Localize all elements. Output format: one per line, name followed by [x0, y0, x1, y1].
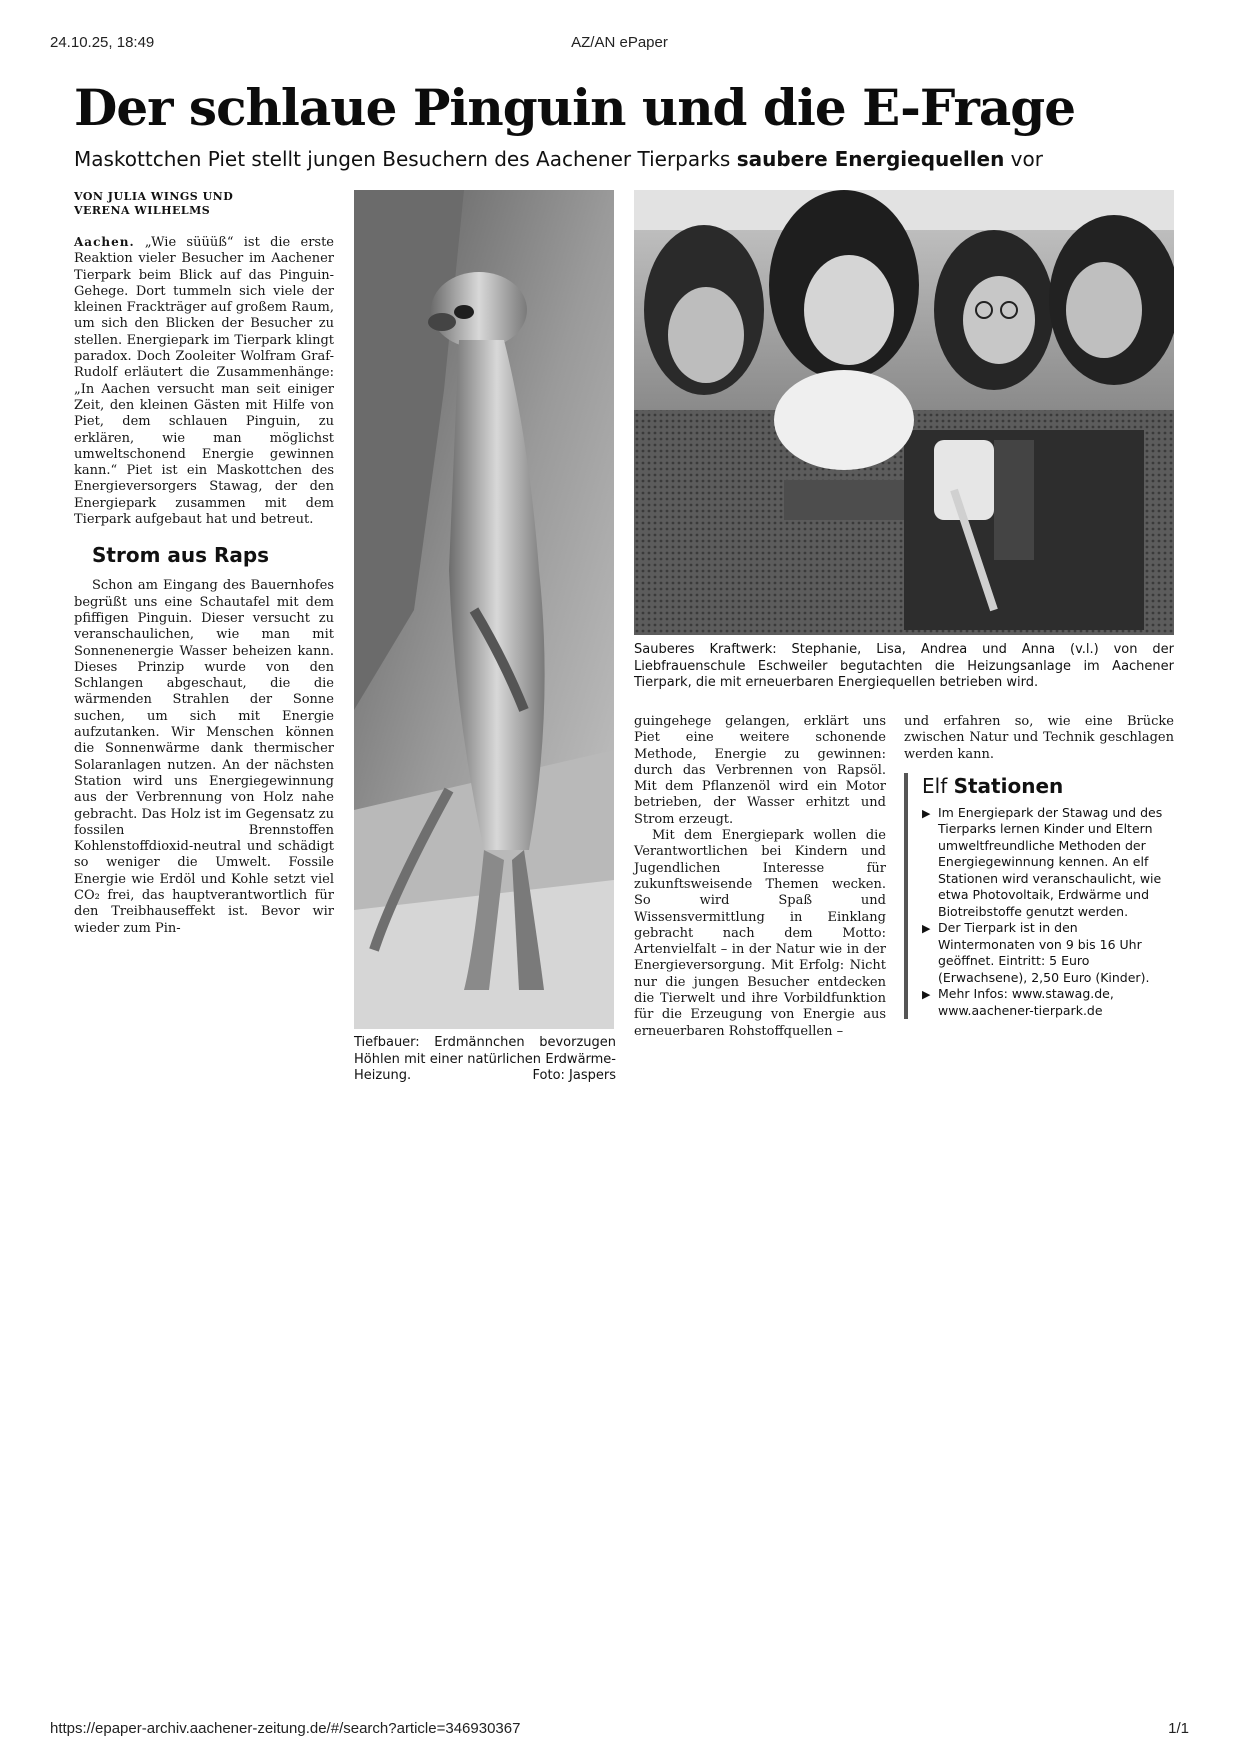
infobox-item-text: Mehr Infos: www.stawag.de, www.aachener-tierpark.de — [938, 986, 1114, 1018]
paragraph-1-text: „Wie süüüß“ ist die erste Reaktion vieler Besucher im Aachener Tierpark beim Blick auf das Pinguin-Gehege. Dort tummeln sich viele der kleinen Frackträger auf großem Raum, um sich den Blicken der Besucher zu stellen. Energiepark im Tierpark klingt paradox. Doch Zooleiter Wolfram Graf-Rudolf erläutert die Zusammenhänge: „In Aachen versucht man seit einiger Zeit, den kleinen Gästen mit Hilfe von Piet, dem schlauen Pinguin, zu erklären, wie man möglichst umweltschonend Energie gewinnen kann.“ Piet ist ein Maskottchen des Energieversorgers Stawag, der den Energiepark zusammen mit dem Tierpark aufgebaut hat und betreut. — [74, 235, 334, 528]
paragraph-3: guingehege gelangen, erklärt uns Piet eine weitere schonende Methode, Energie zu gewinnen: durch das Verbrennen von Rapsöl. Mit dem Pflanzenöl wird ein Motor betrieben, der Wasser erhitzt und Strom erzeugt. — [634, 714, 886, 827]
dateline: Aachen. — [74, 235, 135, 249]
byline-line-2: VERENA WILHELMS — [74, 204, 211, 217]
subline-suffix: vor — [1004, 147, 1043, 171]
meerkat-caption — [354, 1035, 616, 1085]
print-datetime: 24.10.25, 18:49 — [50, 34, 155, 51]
meerkat-caption-text: Tiefbauer: Erdmännchen bevorzugen Höhlen mit einer natürlichen Erdwärme-Heizung. — [354, 1035, 616, 1083]
infobox — [904, 773, 1174, 1020]
students-photo — [634, 190, 1174, 635]
column-1 — [74, 190, 334, 937]
infobox-item-text: Der Tierpark ist in den Wintermonaten von 9 bis 16 Uhr geöffnet. Eintritt: 5 Euro (Erwachsene), 2,50 Euro (Kinder). — [938, 920, 1150, 985]
triangle-bullet-icon: ▶ — [922, 922, 931, 936]
subline-prefix: Maskottchen Piet stellt jungen Besuchern des Aachener Tierparks — [74, 147, 737, 171]
photo-credit: Foto: Jaspers — [532, 1068, 616, 1083]
byline-line-1: VON JULIA WINGS UND — [74, 190, 234, 203]
infobox-title — [922, 773, 1174, 799]
infobox-item — [922, 986, 1174, 1019]
subline-bold: saubere Energiequellen — [736, 147, 1005, 171]
infobox-list — [922, 805, 1174, 1020]
infobox-item — [922, 805, 1174, 921]
infobox-item — [922, 920, 1174, 986]
column-4 — [904, 714, 1174, 1019]
print-page-number: 1/1 — [1168, 1720, 1189, 1737]
headline: Der schlaue Pinguin und die E-Frage — [74, 78, 1076, 137]
triangle-bullet-icon: ▶ — [922, 806, 931, 820]
triangle-bullet-icon: ▶ — [922, 988, 931, 1002]
paragraph-2: Schon am Eingang des Bauernhofes begrüßt uns eine Schautafel mit dem pfiffigen Pinguin. Dieser versucht zu veranschaulichen, wie man mit Sonnenenergie Wasser beheizen kann. Dieses Prinzip wurde von den Schlangen abgeschaut, die die wärmenden Strahlen der Sonne suchen, um sich mit Energie aufzutanken. Wir Menschen können die Sonnenwärme dank thermischer Solaranlagen nutzen. An der nächsten Station wird uns Energiegewinnung aus der Verbrennung von Holz nahe gebracht. Das Holz ist im Gegensatz zu fossilen Brennstoffen Kohlenstoffdioxid-neutral und schädigt so weniger die Umwelt. Fossile Energie wie Erdöl und Kohle setzt viel CO₂ frei, das hauptverantwortlich für den Treibhauseffekt ist. Bevor wir wieder zum Pin- — [74, 578, 334, 936]
column-3 — [634, 714, 886, 1040]
subheading: Strom aus Raps — [92, 543, 270, 568]
newspaper-article — [74, 78, 1174, 1100]
paragraph-4: Mit dem Energiepark wollen die Verantwortlichen bei Kindern und Jugendlichen Interesse für zukunftsweisende Themen wecken. So wird Spaß und Wissensvermittlung in Einklang gebracht nach dem Motto: Artenvielfalt – in der Natur wie in der Energieversorgung. Mit Erfolg: Nicht nur die jungen Besucher entdecken die Tierwelt und ihre Vorbildfunktion für die Erzeugung von Energie aus erneuerbaren Rohstoffquellen – — [634, 828, 886, 1039]
paragraph-1 — [74, 234, 334, 528]
students-image — [634, 190, 1174, 635]
meerkat-image — [354, 190, 614, 1029]
paragraph-5: und erfahren so, wie eine Brücke zwischen Natur und Technik geschlagen werden kann. — [904, 714, 1174, 762]
print-url: https://epaper-archiv.aachener-zeitung.de/#/search?article=346930367 — [50, 1720, 521, 1737]
infobox-item-text: Im Energiepark der Stawag und des Tierparks lernen Kinder und Eltern umweltfreundliche Methoden der Energiegewinnung kennen. An elf Stationen wird veranschaulicht, wie etwa Photovoltaik, Erdwärme und Biotreibstoffe genutzt werden. — [938, 804, 1163, 919]
subline — [74, 145, 1174, 173]
byline — [74, 190, 334, 218]
infobox-title-prefix: Elf — [922, 773, 954, 798]
infobox-title-bold: Stationen — [953, 773, 1064, 798]
print-title: AZ/AN ePaper — [571, 34, 668, 51]
meerkat-photo — [354, 190, 614, 1029]
students-caption: Sauberes Kraftwerk: Stephanie, Lisa, Andrea und Anna (v.l.) von der Liebfrauenschule Eschweiler begutachten die Heizungsanlage im Aachener Tierpark, die mit erneuerbaren Energiequellen betrieben wird. — [634, 642, 1174, 690]
